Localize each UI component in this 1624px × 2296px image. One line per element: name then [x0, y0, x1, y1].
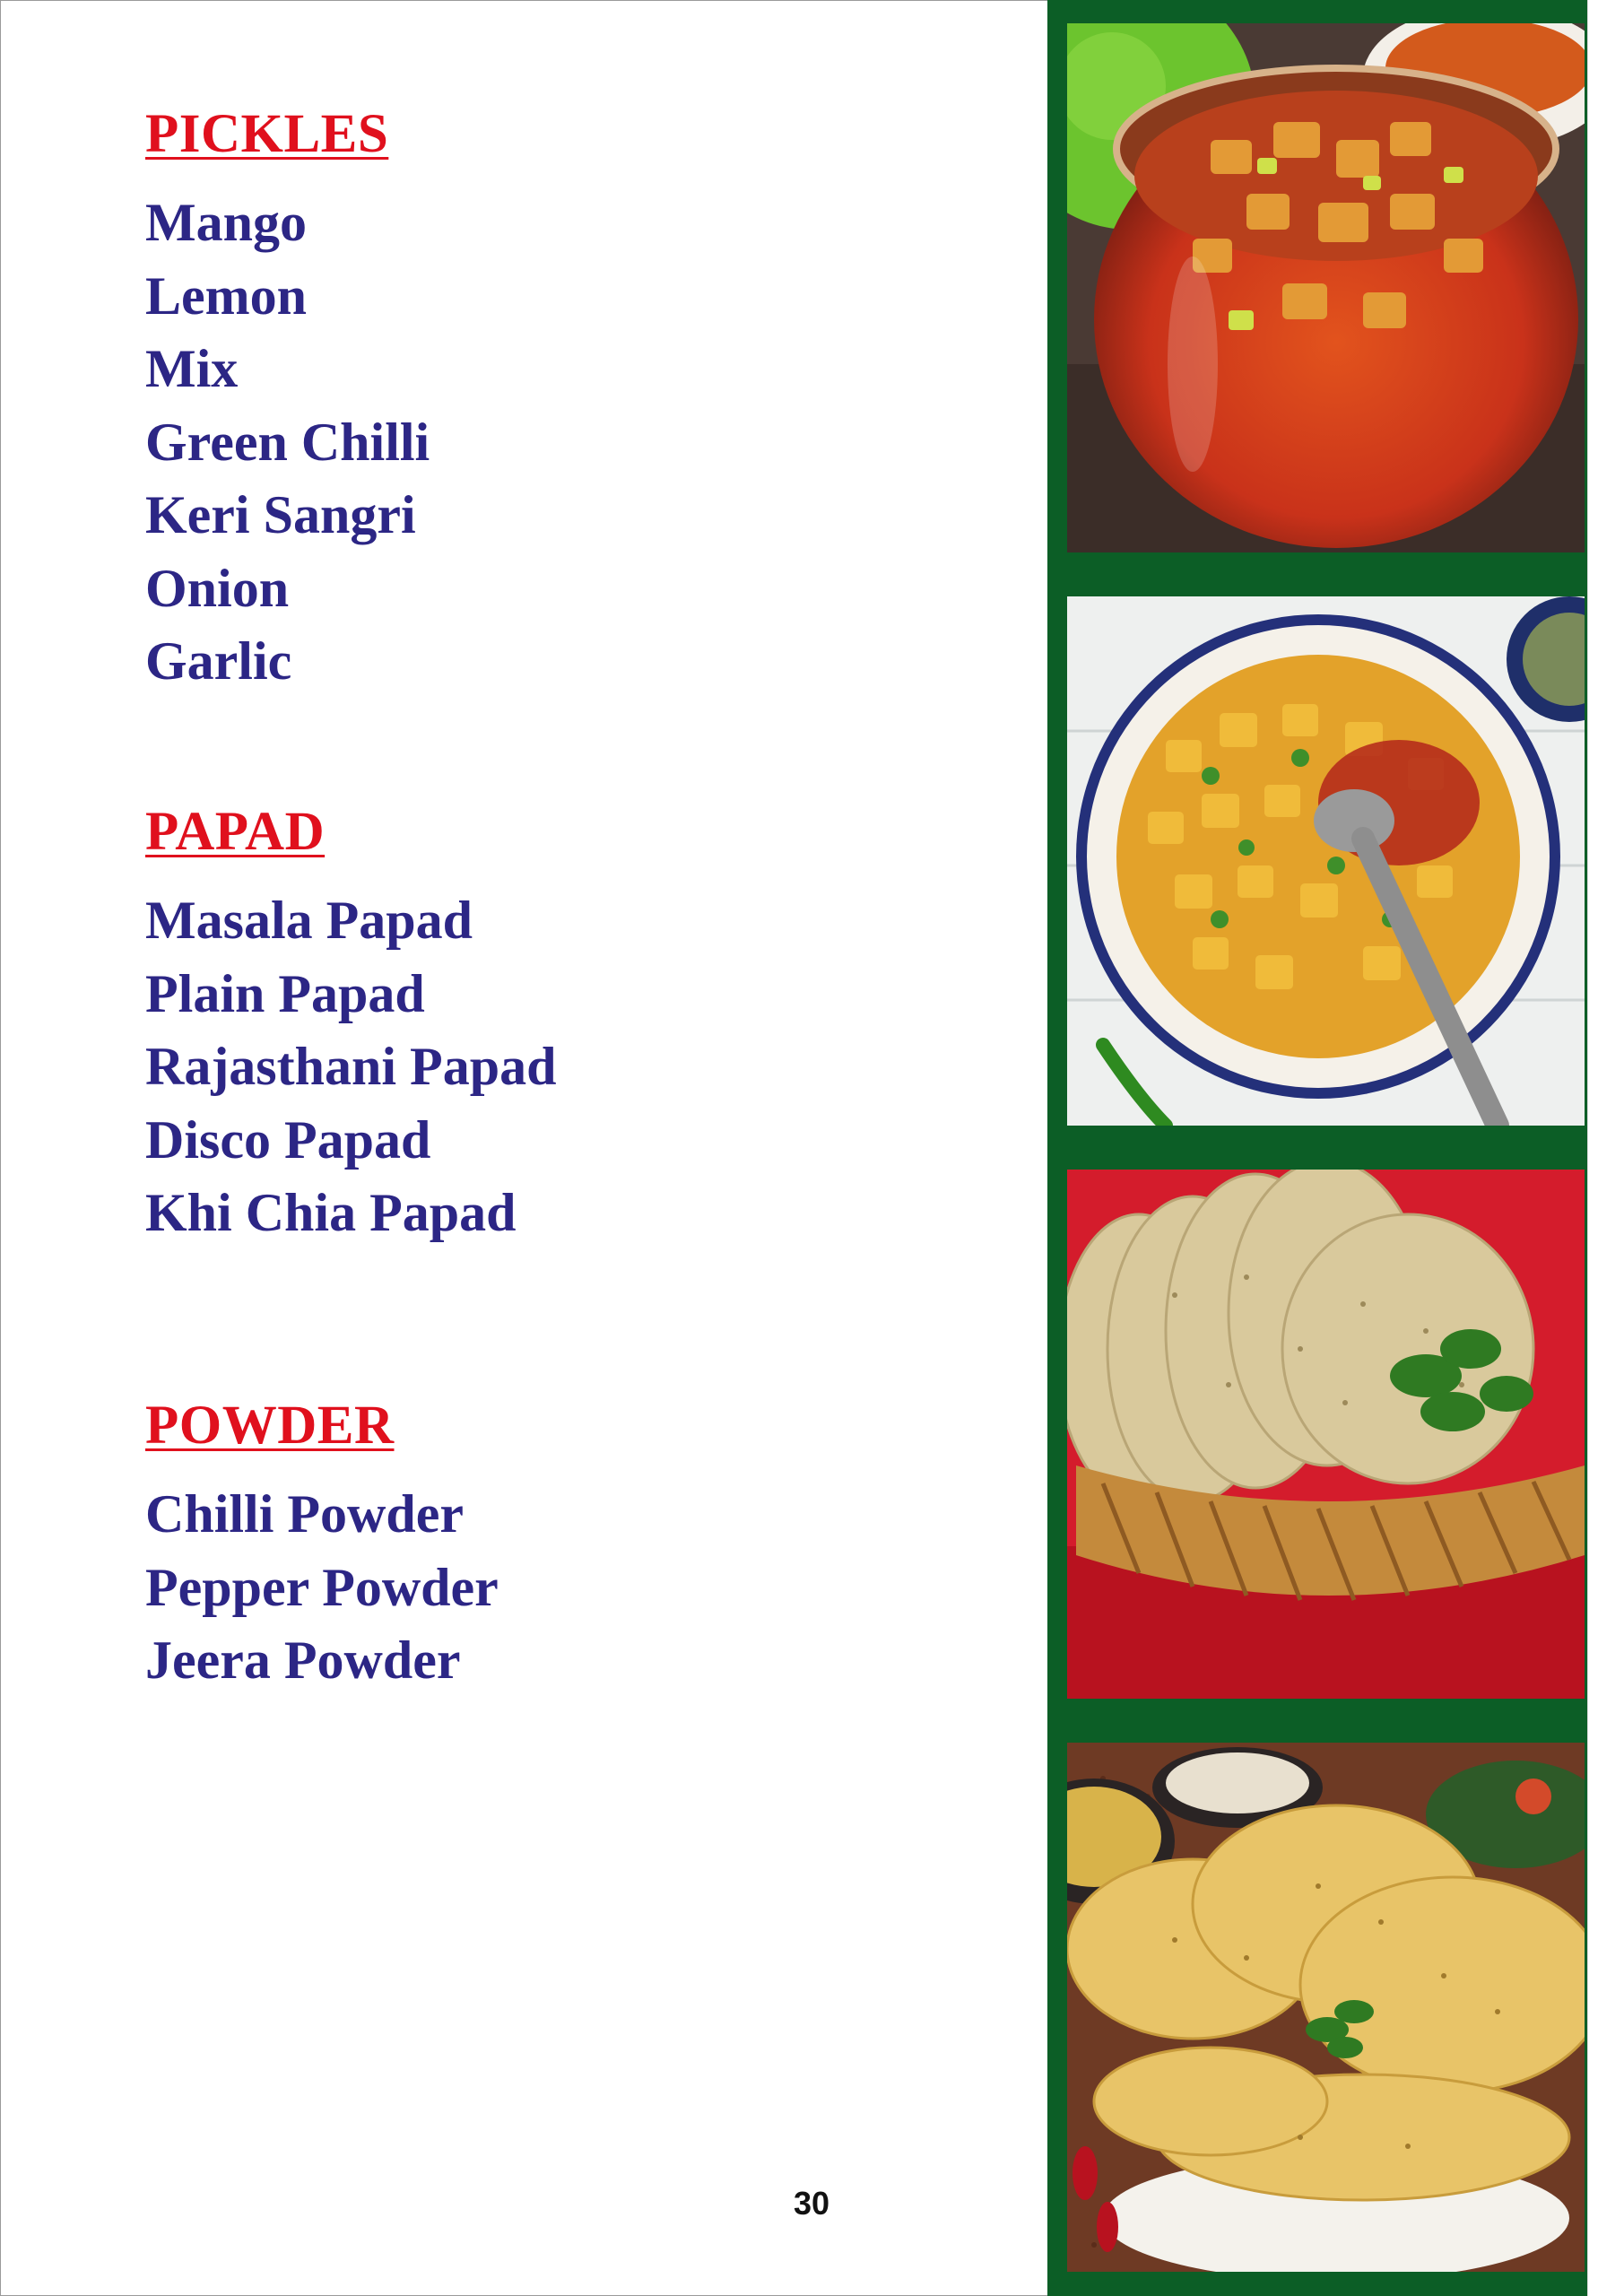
- section-heading: PICKLES: [145, 104, 389, 164]
- section-heading: PAPAD: [145, 802, 326, 862]
- list-item: Rajasthani Papad: [145, 1037, 557, 1096]
- list-item: Onion: [145, 558, 290, 618]
- section-powder: [145, 1390, 1042, 1698]
- list-item: Plain Papad: [145, 963, 425, 1023]
- list-item: Keri Sangri: [145, 485, 416, 544]
- list-item: Green Chilli: [145, 412, 430, 472]
- page-edge: [1587, 0, 1624, 2296]
- item-list: [145, 1478, 1042, 1698]
- list-item: Mix: [145, 339, 239, 398]
- list-item: Mango: [145, 193, 307, 252]
- item-list: [145, 187, 1042, 699]
- section-heading: POWDER: [145, 1396, 395, 1456]
- list-item: Lemon: [145, 265, 307, 326]
- pickle-bowl-photo: [1067, 596, 1585, 1126]
- list-item: Masala Papad: [145, 891, 473, 950]
- list-item: Garlic: [145, 631, 292, 691]
- page-number: 30: [793, 2185, 830, 2222]
- list-item: Disco Papad: [145, 1109, 431, 1170]
- list-item: Pepper Powder: [145, 1557, 499, 1617]
- section-pickles: [145, 99, 1042, 699]
- list-item: Jeera Powder: [145, 1631, 461, 1690]
- item-list: [145, 884, 1042, 1250]
- section-papad: [145, 796, 1042, 1250]
- papad-plate-photo: [1067, 1743, 1585, 2272]
- papad-basket-photo: [1067, 1170, 1585, 1699]
- list-item: Khi Chia Papad: [145, 1183, 517, 1242]
- list-item: Chilli Powder: [145, 1484, 464, 1544]
- mango-pickle-jar-photo: [1067, 23, 1585, 552]
